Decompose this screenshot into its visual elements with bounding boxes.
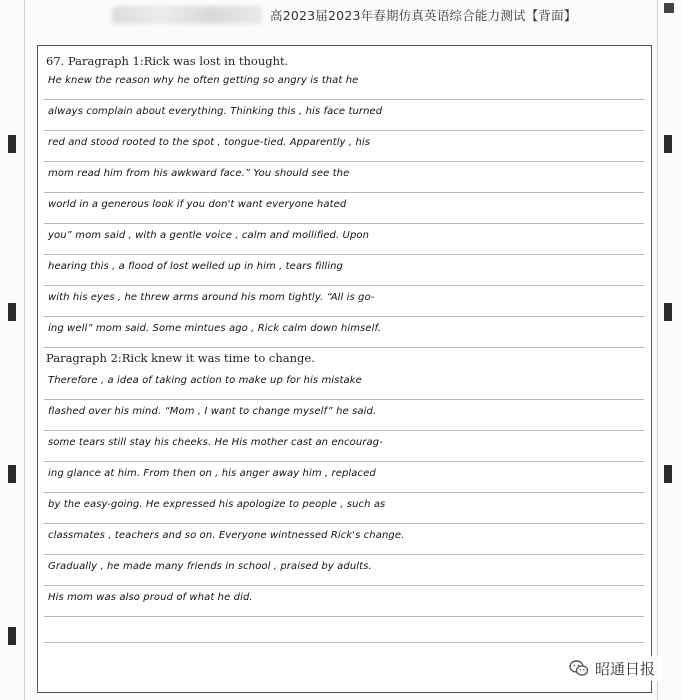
ruled-line — [44, 585, 644, 586]
ruled-line — [44, 554, 644, 555]
handwritten-line: world in a generous look if you don't want everyone hated — [48, 199, 347, 210]
ruled-line — [44, 492, 644, 493]
ruled-line — [44, 430, 644, 431]
handwritten-line: mom read him from his awkward face.” You should see the — [48, 168, 350, 179]
left-timing-mark — [8, 135, 16, 153]
paragraph1-label: 67. Paragraph 1:Rick was lost in thought. — [46, 54, 289, 68]
handwritten-line: His mom was also proud of what he did. — [48, 592, 253, 603]
right-margin-line — [657, 0, 658, 700]
ruled-line — [44, 285, 644, 286]
ruled-line — [44, 130, 644, 131]
answer-box — [37, 45, 652, 693]
wechat-icon — [569, 660, 589, 677]
right-timing-mark — [664, 135, 672, 153]
ruled-line — [44, 316, 644, 317]
ruled-line — [44, 254, 644, 255]
watermark-text: 昭通日报 — [595, 660, 656, 678]
corner-registration-mark — [664, 3, 674, 13]
ruled-line — [44, 399, 644, 400]
handwritten-line: hearing this , a flood of lost welled up in him , tears filling — [48, 261, 343, 272]
ruled-line — [44, 616, 644, 617]
handwritten-line: ing glance at him. From then on , his anger away him , replaced — [48, 468, 376, 479]
handwritten-line: by the easy-going. He expressed his apologize to people , such as — [48, 499, 386, 510]
handwritten-line: always complain about everything. Thinking this , his face turned — [48, 106, 383, 117]
left-timing-mark — [8, 303, 16, 321]
ruled-line — [44, 523, 644, 524]
paragraph2-label: Paragraph 2:Rick knew it was time to change. — [46, 351, 315, 365]
handwritten-line: red and stood rooted to the spot , tongue-tied. Apparently , his — [48, 137, 371, 148]
handwritten-line: Gradually , he made many friends in school , praised by adults. — [48, 561, 372, 572]
left-timing-mark — [8, 627, 16, 645]
source-watermark — [567, 656, 661, 681]
handwritten-line: Therefore , a idea of taking action to make up for his mistake — [48, 375, 362, 386]
right-timing-mark — [664, 303, 672, 321]
handwritten-line: ing well” mom said. Some mintues ago , Rick calm down himself. — [48, 323, 382, 334]
ruled-line — [44, 461, 644, 462]
ruled-line — [44, 223, 644, 224]
ruled-line — [44, 161, 644, 162]
left-timing-mark — [8, 465, 16, 483]
handwritten-line: with his eyes , he threw arms around his mom tightly. “All is go- — [48, 292, 375, 303]
left-margin-line — [24, 0, 25, 700]
handwritten-line: you” mom said , with a gentle voice , calm and mollified. Upon — [48, 230, 370, 241]
right-timing-mark — [664, 465, 672, 483]
handwritten-line: He knew the reason why he often getting so angry is that he — [48, 75, 359, 86]
handwritten-line: classmates , teachers and so on. Everyone wintnessed Rick's change. — [48, 530, 405, 541]
ruled-line — [44, 642, 644, 643]
ruled-line — [44, 192, 644, 193]
exam-title: 高2023届2023年春期仿真英语综合能力测试【背面】 — [270, 8, 577, 23]
blurred-school-name — [112, 6, 262, 24]
handwritten-line: some tears still stay his cheeks. He His mother cast an encourag- — [48, 437, 383, 448]
ruled-line — [44, 99, 644, 100]
handwritten-line: flashed over his mind. “Mom , I want to change myself” he said. — [48, 406, 377, 417]
ruled-line — [44, 347, 644, 348]
